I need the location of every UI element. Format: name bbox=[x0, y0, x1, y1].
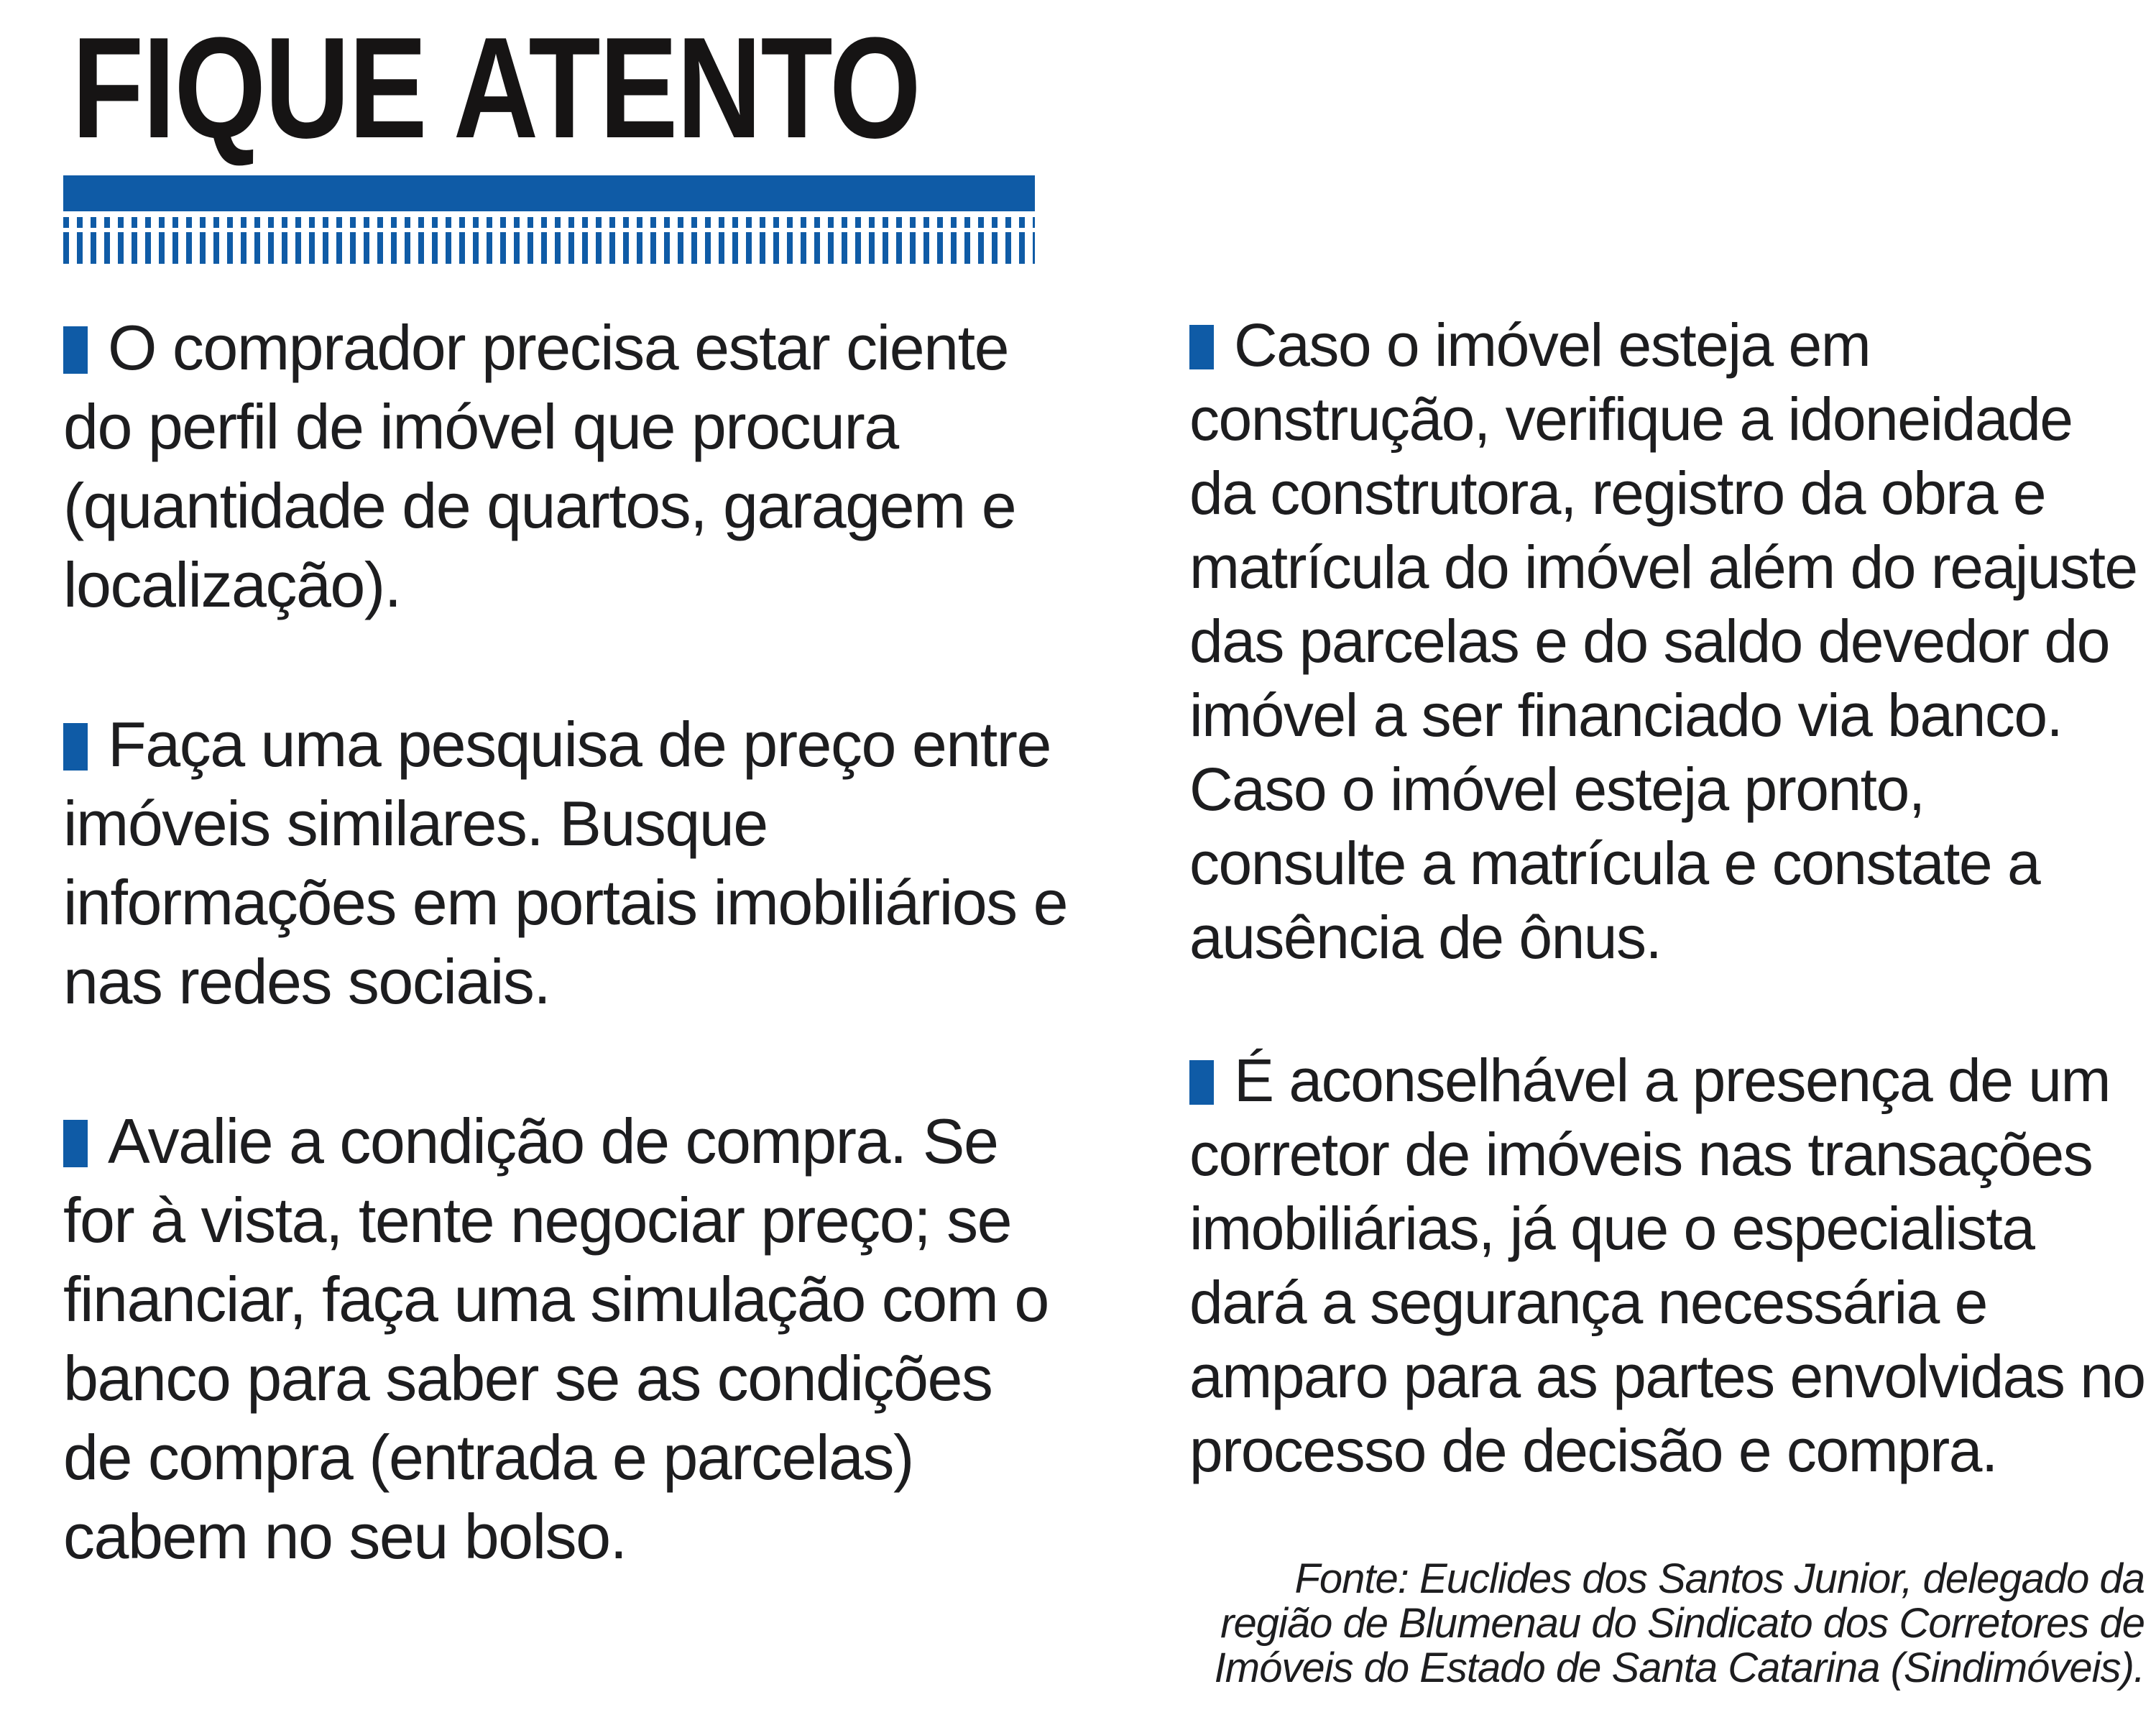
tips-columns bbox=[0, 308, 2156, 1691]
tip-item bbox=[1189, 308, 2149, 975]
bullet-marker-icon bbox=[63, 326, 88, 374]
bullet-marker-icon bbox=[1189, 325, 1214, 369]
bullet-marker-icon bbox=[63, 1120, 88, 1167]
tip-item bbox=[63, 1102, 1071, 1576]
tick-fringe-icon bbox=[63, 217, 1035, 264]
tip-item bbox=[1189, 1044, 2149, 1488]
tick-fringe-dots bbox=[63, 217, 1035, 228]
tip-text: É aconselhável a presença de um corretor de imóveis nas transações imobiliárias, já que o especialista dará a segurança necessária e amparo para as partes envolvidas no processo de decisão e compra. bbox=[1189, 1047, 2145, 1484]
bullet-marker-icon bbox=[63, 723, 88, 771]
tip-text: O comprador precisa estar ciente do perfil de imóvel que procura (quantidade de quartos, garagem e localização). bbox=[63, 312, 1016, 620]
tick-fringe-bars bbox=[63, 232, 1035, 264]
page-title-text: FIQUE ATENTO bbox=[72, 8, 920, 168]
header bbox=[0, 8, 2156, 264]
bullet-marker-icon bbox=[1189, 1060, 1214, 1105]
right-column bbox=[1189, 308, 2149, 1691]
tip-text: Faça uma pesquisa de preço entre imóveis similares. Busque informações em portais imobiliários e nas redes sociais. bbox=[63, 709, 1068, 1017]
left-column bbox=[63, 308, 1071, 1576]
tip-item bbox=[63, 308, 1071, 625]
tip-text: Avalie a condição de compra. Se for à vista, tente negociar preço; se financiar, faça uma simulação com o banco para saber se as condições de compra (entrada e parcelas) cabem no seu bolso. bbox=[63, 1105, 1049, 1572]
source-credit: Fonte: Euclides dos Santos Junior, delegado da região de Blumenau do Sindicato dos Corretores de Imóveis do Estado de Santa Catarina (Sindimóveis). bbox=[1214, 1555, 2145, 1691]
ribbon-bar bbox=[63, 175, 1035, 211]
page-title bbox=[72, 8, 2156, 168]
tip-item bbox=[63, 705, 1071, 1021]
tip-text: Caso o imóvel esteja em construção, verifique a idoneidade da construtora, registro da obra e matrícula do imóvel além do reajuste das parcelas e do saldo devedor do imóvel a ser financiado via banco. Caso o imóvel esteja pronto, consulte a matrícula e constate a ausência de ônus. bbox=[1189, 311, 2137, 971]
